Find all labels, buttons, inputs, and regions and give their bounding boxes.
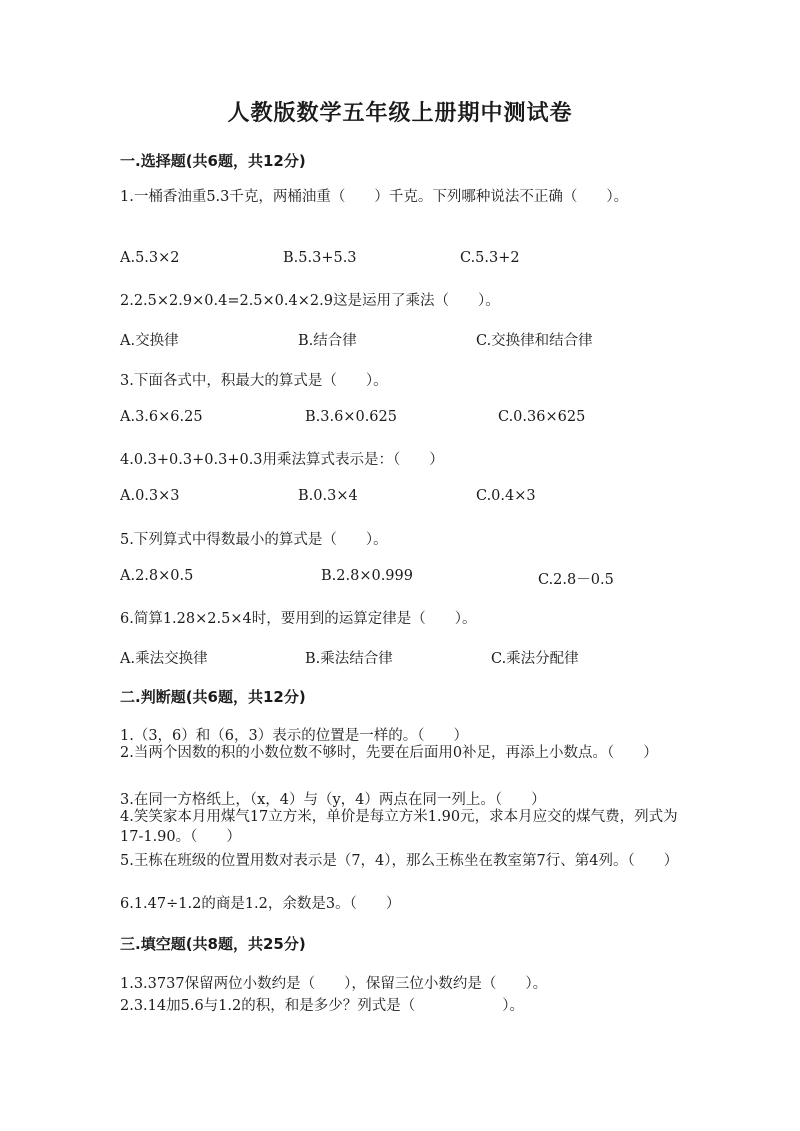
option-c: C.2.8－0.5: [538, 572, 614, 588]
section-heading-choice: 一.选择题(共6题，共12分): [120, 152, 306, 170]
option-b: B.乘法结合律: [305, 651, 393, 667]
question-text: 6.1.47÷1.2的商是1.2，余数是3。（ ）: [120, 896, 401, 912]
option-b: B.3.6×0.625: [305, 409, 397, 425]
question-text: 1.3.3737保留两位小数约是（ ），保留三位小数约是（ ）。: [120, 976, 548, 992]
page-title: 人教版数学五年级上册期中测试卷: [227, 101, 573, 126]
option-c: C.乘法分配律: [491, 651, 579, 667]
option-c: C.5.3+2: [460, 250, 520, 266]
answer-options: [120, 568, 720, 588]
question-text: 2.2.5×2.9×0.4=2.5×0.4×2.9这是运用了乘法（ ）。: [120, 293, 500, 309]
option-a: A.5.3×2: [120, 250, 180, 266]
option-a: A.3.6×6.25: [120, 409, 203, 425]
option-b: B.0.3×4: [298, 488, 358, 504]
question-text: 2.3.14加5.6与1.2的积，和是多少？列式是（ ）。: [120, 998, 524, 1014]
option-a: A.2.8×0.5: [120, 568, 194, 584]
option-c: C.交换律和结合律: [476, 333, 593, 349]
question-text: 5.王栋在班级的位置用数对表示是（7，4），那么王栋坐在教室第7行、第4列。（ ）: [120, 853, 679, 869]
option-a: A.交换律: [120, 333, 179, 349]
option-b: B.结合律: [298, 333, 357, 349]
option-c: C.0.4×3: [476, 488, 536, 504]
option-b: B.5.3+5.3: [283, 250, 357, 266]
section-heading-judgment: 二.判断题(共6题，共12分): [120, 688, 306, 706]
question-text: 6.简算1.28×2.5×4时，要用到的运算定律是（ ）。: [120, 611, 477, 627]
question-text: 3.在同一方格纸上，（x，4）与（y，4）两点在同一列上。（ ）: [120, 792, 546, 808]
answer-options: [120, 647, 720, 667]
answer-options: [120, 488, 720, 508]
answer-options: [120, 329, 720, 349]
option-a: A.0.3×3: [120, 488, 180, 504]
answer-options: [120, 250, 720, 270]
section-heading-fill-in: 三.填空题(共8题，共25分): [120, 935, 306, 953]
question-text: 3.下面各式中，积最大的算式是（ ）。: [120, 373, 388, 389]
option-c: C.0.36×625: [498, 409, 586, 425]
question-text: 1.（3，6）和（6，3）表示的位置是一样的。（ ）: [120, 728, 468, 744]
answer-options: [120, 409, 720, 429]
question-text: 2.当两个因数的积的小数位数不够时，先要在后面用0补足，再添上小数点。（ ）: [120, 745, 658, 761]
question-text: 1.一桶香油重5.3千克，两桶油重（ ）千克。下列哪种说法不正确（ ）。: [120, 189, 629, 205]
option-b: B.2.8×0.999: [321, 568, 413, 584]
option-a: A.乘法交换律: [120, 651, 208, 667]
question-text: 5.下列算式中得数最小的算式是（ ）。: [120, 532, 388, 548]
question-text: 4.0.3+0.3+0.3+0.3用乘法算式表示是：（ ）: [120, 452, 444, 468]
question-text: 4.笑笑家本月用煤气17立方米，单价是每立方米1.90元，求本月应交的煤气费，列式为17-1.90。（ ）: [120, 809, 678, 845]
